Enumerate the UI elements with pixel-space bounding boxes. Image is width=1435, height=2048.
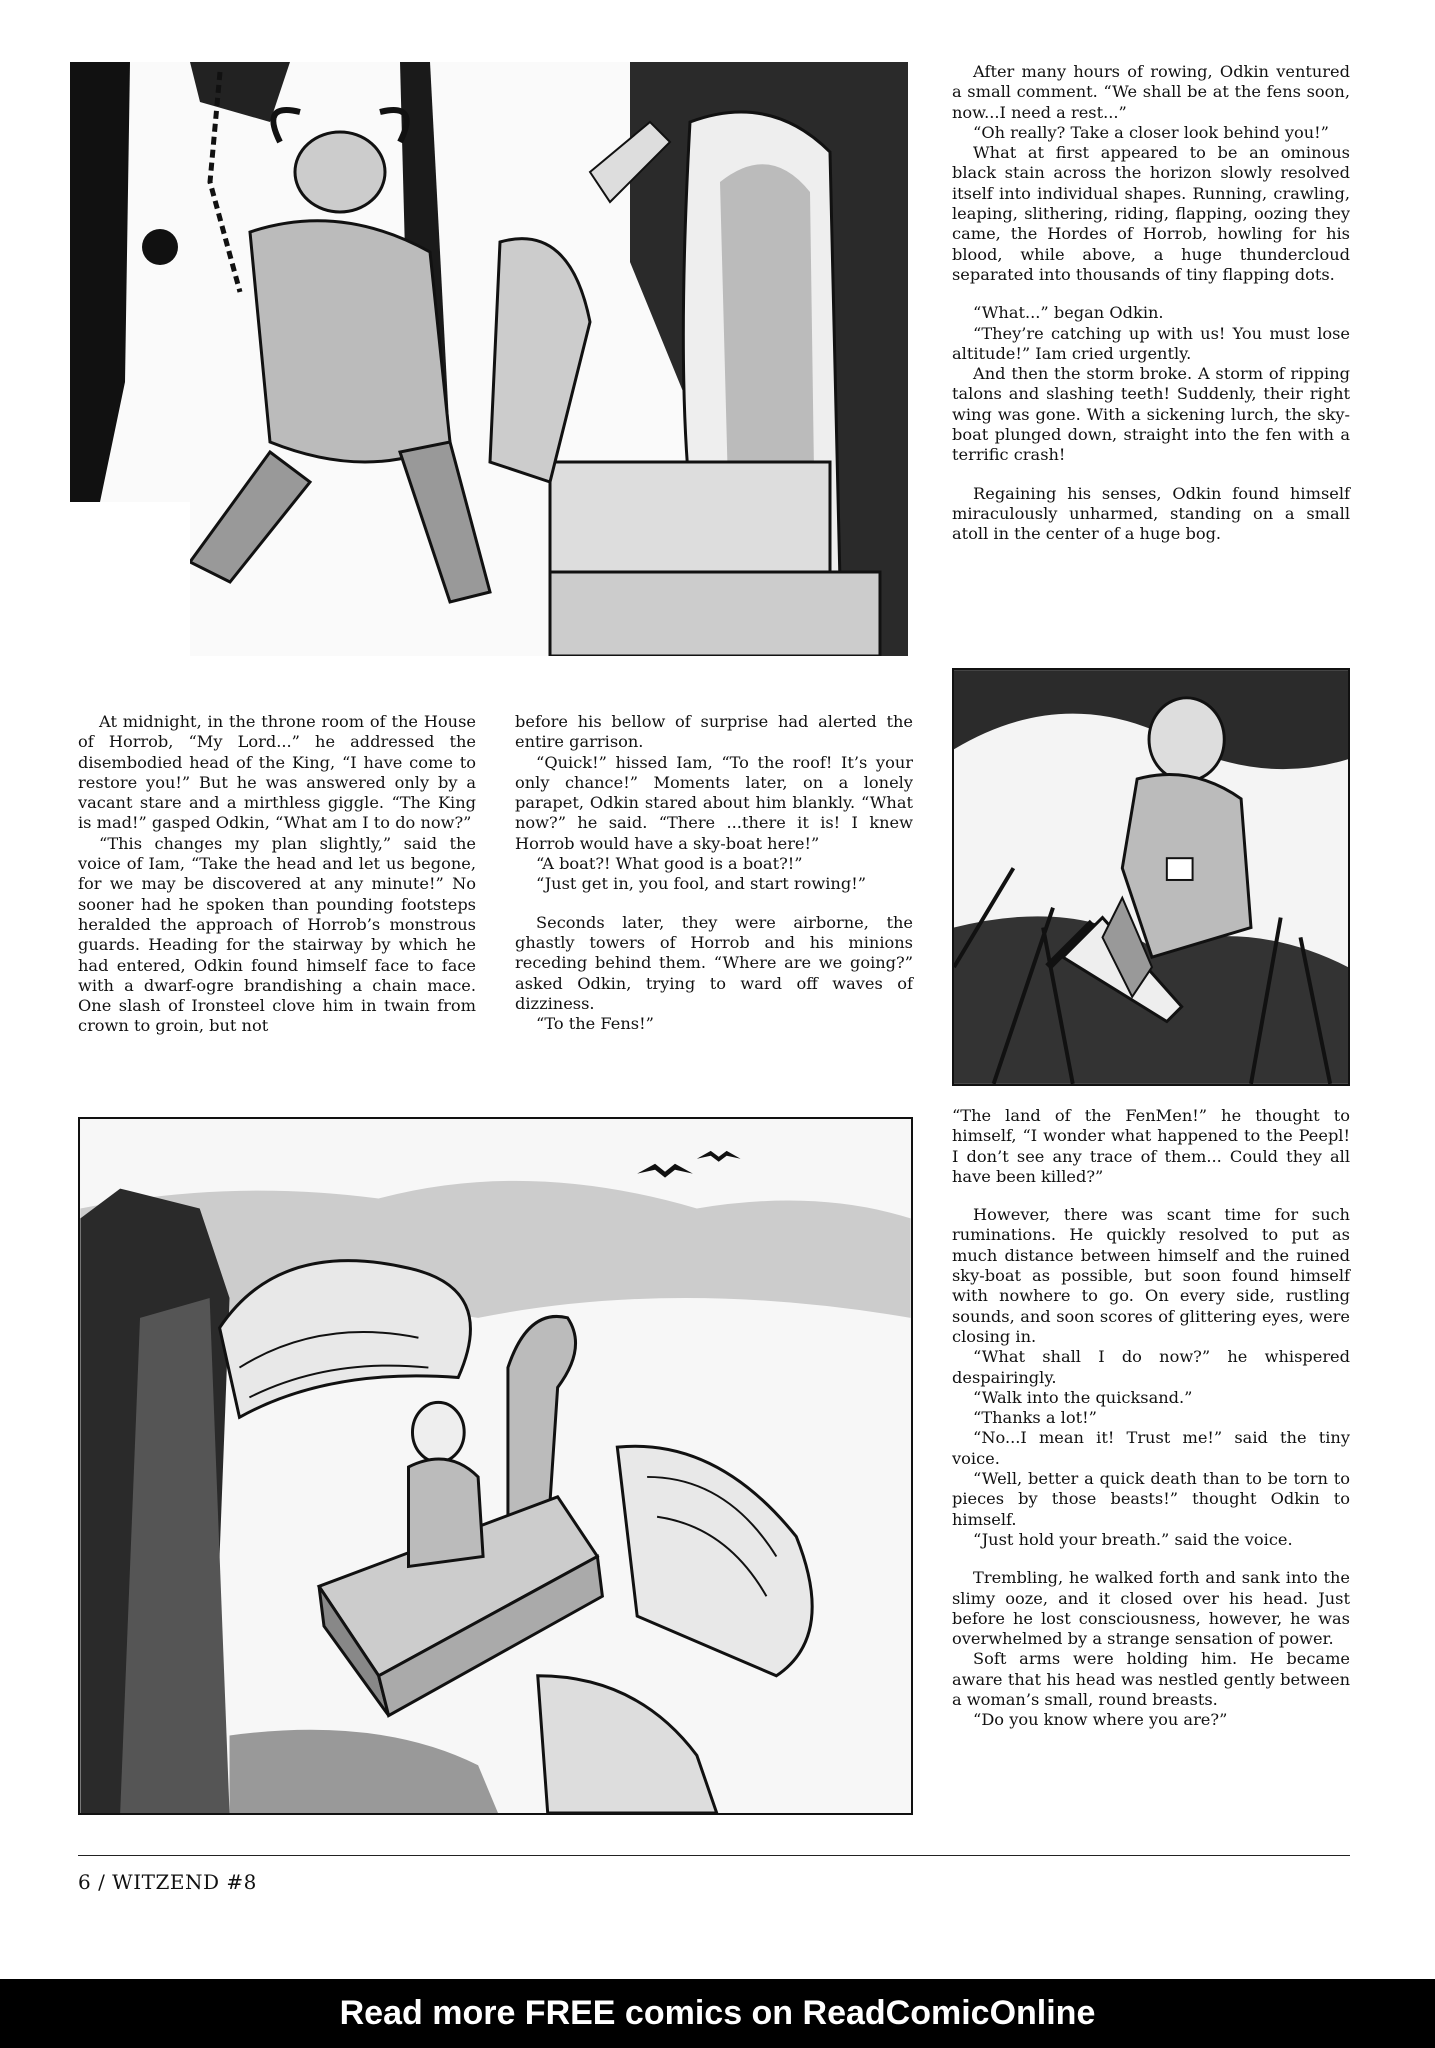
paragraph: Seconds later, they were airborne, the ghastly towers of Horrob and his minions receding behind them. “Where are we going?” asked Odkin, trying to ward off waves of dizziness.: [515, 912, 913, 1013]
paragraph: Trembling, he walked forth and sank into the slimy ooze, and it closed over his head. Just before he lost consciousness, however, he was overwhelmed by a strange sensation of power.: [952, 1568, 1350, 1649]
odkin-sword-illustration: [954, 670, 1348, 1084]
promo-banner[interactable]: Read more FREE comics on ReadComicOnline: [0, 1979, 1435, 2048]
footer-rule: [78, 1855, 1350, 1856]
paragraph: “Do you know where you are?”: [973, 1710, 1228, 1730]
panel-sky-boat: [78, 1117, 913, 1815]
paragraph: before his bellow of surprise had alerted the entire garrison.: [515, 712, 913, 752]
paragraph: Regaining his senses, Odkin found himself miraculously unharmed, standing on a small atoll in the center of a huge bog.: [952, 483, 1350, 544]
paragraph: “Oh really? Take a closer look behind you!”: [973, 122, 1329, 142]
paragraph: “Just get in, you fool, and start rowing!”: [536, 874, 866, 894]
paragraph: And then the storm broke. A storm of ripping talons and slashing teeth! Suddenly, their right wing was gone. With a sickening lurch, the sky-boat plunged down, straight into the fen with a terrific crash!: [952, 364, 1350, 465]
ogre-illustration: [70, 62, 908, 656]
paragraph: “What shall I do now?” he whispered despairingly.: [952, 1347, 1350, 1387]
paragraph: “Walk into the quicksand.”: [973, 1387, 1193, 1407]
paragraph: “Just hold your breath.” said the voice.: [973, 1529, 1293, 1549]
paragraph: “Thanks a lot!”: [973, 1408, 1097, 1428]
text-column-right-bottom: [952, 1106, 1350, 1731]
text-column-right-top: [952, 62, 1350, 545]
paragraph: At midnight, in the throne room of the House of Horrob, “My Lord...” he addressed the disembodied head of the King, “I have come to restore you!” But he was answered only by a vacant stare and a mirthless giggle. “The King is mad!” gasped Odkin, “What am I to do now?”: [78, 712, 476, 833]
paragraph: “A boat?! What good is a boat?!”: [536, 854, 803, 874]
paragraph: However, there was scant time for such ruminations. He quickly resolved to put as much distance between himself and the ruined sky-boat as possible, but soon found himself with nowhere to go. On every side, rustling sounds, and soon scores of glittering eyes, were closing in.: [952, 1205, 1350, 1346]
paragraph: “They’re catching up with us! You must lose altitude!” Iam cried urgently.: [952, 323, 1350, 363]
paragraph: What at first appeared to be an ominous black stain across the horizon slowly resolved itself into individual shapes. Running, crawling, leaping, slithering, riding, flapping, oozing they came, the Hordes of Horrob, howling for his blood, while above, a huge thundercloud separated into thousands of tiny flapping dots.: [952, 143, 1350, 284]
panel-ogre-throne-room: [70, 62, 908, 656]
text-column-middle: [515, 712, 913, 1034]
paragraph: “To the Fens!”: [536, 1014, 654, 1034]
paragraph: “This changes my plan slightly,” said the voice of Iam, “Take the head and let us begone, for we may be discovered at any minute!” No sooner had he spoken than pounding footsteps heralded the approach of Horrob’s monstrous guards. Heading for the stairway by which he had entered, Odkin found himself face to face with a dwarf-ogre brandishing a chain mace. One slash of Ironsteel clove him in twain from crown to groin, but not: [78, 833, 476, 1036]
paragraph: Soft arms were holding him. He became aware that his head was nestled gently between a woman’s small, round breasts.: [952, 1649, 1350, 1710]
paragraph: “What...” began Odkin.: [973, 303, 1164, 323]
paragraph: After many hours of rowing, Odkin ventured a small comment. “We shall be at the fens soon, now...I need a rest...”: [952, 62, 1350, 122]
page-folio: 6 / WITZEND #8: [78, 1870, 257, 1894]
paragraph: “The land of the FenMen!” he thought to himself, “I wonder what happened to the Peepl! I don’t see any trace of them... Could they all have been killed?”: [952, 1106, 1350, 1186]
text-column-left: [78, 712, 476, 1037]
panel-odkin-sword: [952, 668, 1350, 1086]
paragraph: “Well, better a quick death than to be torn to pieces by those beasts!” thought Odkin to himself.: [952, 1469, 1350, 1529]
sky-boat-illustration: [80, 1119, 911, 1813]
paragraph: “No...I mean it! Trust me!” said the tiny voice.: [952, 1428, 1350, 1468]
paragraph: “Quick!” hissed Iam, “To the roof! It’s your only chance!” Moments later, on a lonely parapet, Odkin stared about him blankly. “What now?” he said. “There ...there it is! I knew Horrob would have a sky-boat here!”: [515, 752, 913, 853]
